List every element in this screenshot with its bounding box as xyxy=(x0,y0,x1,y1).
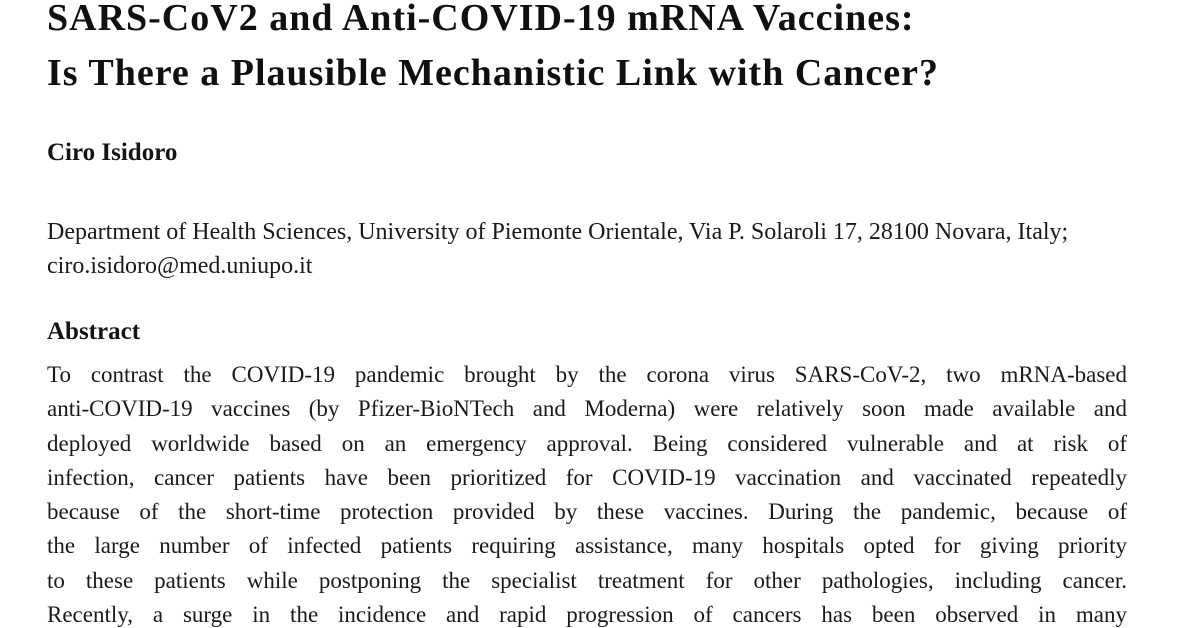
abstract-line: deployed worldwide based on an emergency approval. Being considered vulnerable and at risk of xyxy=(47,430,1127,456)
author-email: ciro.isidoro@med.uniupo.it xyxy=(47,253,313,279)
affiliation-address: Department of Health Sciences, University of Piemonte Orientale, Via P. Solaroli 17, 28100 Novara, Italy; xyxy=(47,219,1069,245)
author-name: Ciro Isidoro xyxy=(47,139,178,166)
abstract-paragraph xyxy=(47,358,1127,628)
paper-title-line-2: Is There a Plausible Mechanistic Link with Cancer? xyxy=(47,52,940,94)
abstract-line: To contrast the COVID-19 pandemic brought by the corona virus SARS-CoV-2, two mRNA-based xyxy=(47,362,1127,387)
abstract-line: to these patients while postponing the specialist treatment for other pathologies, including cancer. xyxy=(47,567,1127,593)
abstract-heading: Abstract xyxy=(47,318,141,345)
affiliation xyxy=(47,215,1127,283)
abstract-line: anti-COVID-19 vaccines (by Pfizer-BioNTech and Moderna) were relatively soon made available and xyxy=(47,396,1127,422)
paper-title xyxy=(47,0,1127,101)
paper-title-line-1: SARS-CoV2 and Anti-COVID-19 mRNA Vaccines: xyxy=(47,0,915,39)
abstract-line: the large number of infected patients requiring assistance, many hospitals opted for giving priority xyxy=(47,533,1127,559)
abstract-line: because of the short-time protection provided by these vaccines. During the pandemic, because of xyxy=(47,499,1127,525)
abstract-line: Recently, a surge in the incidence and rapid progression of cancers has been observed in many xyxy=(47,602,1127,628)
abstract-line: infection, cancer patients have been prioritized for COVID-19 vaccination and vaccinated repeatedly xyxy=(47,464,1127,490)
